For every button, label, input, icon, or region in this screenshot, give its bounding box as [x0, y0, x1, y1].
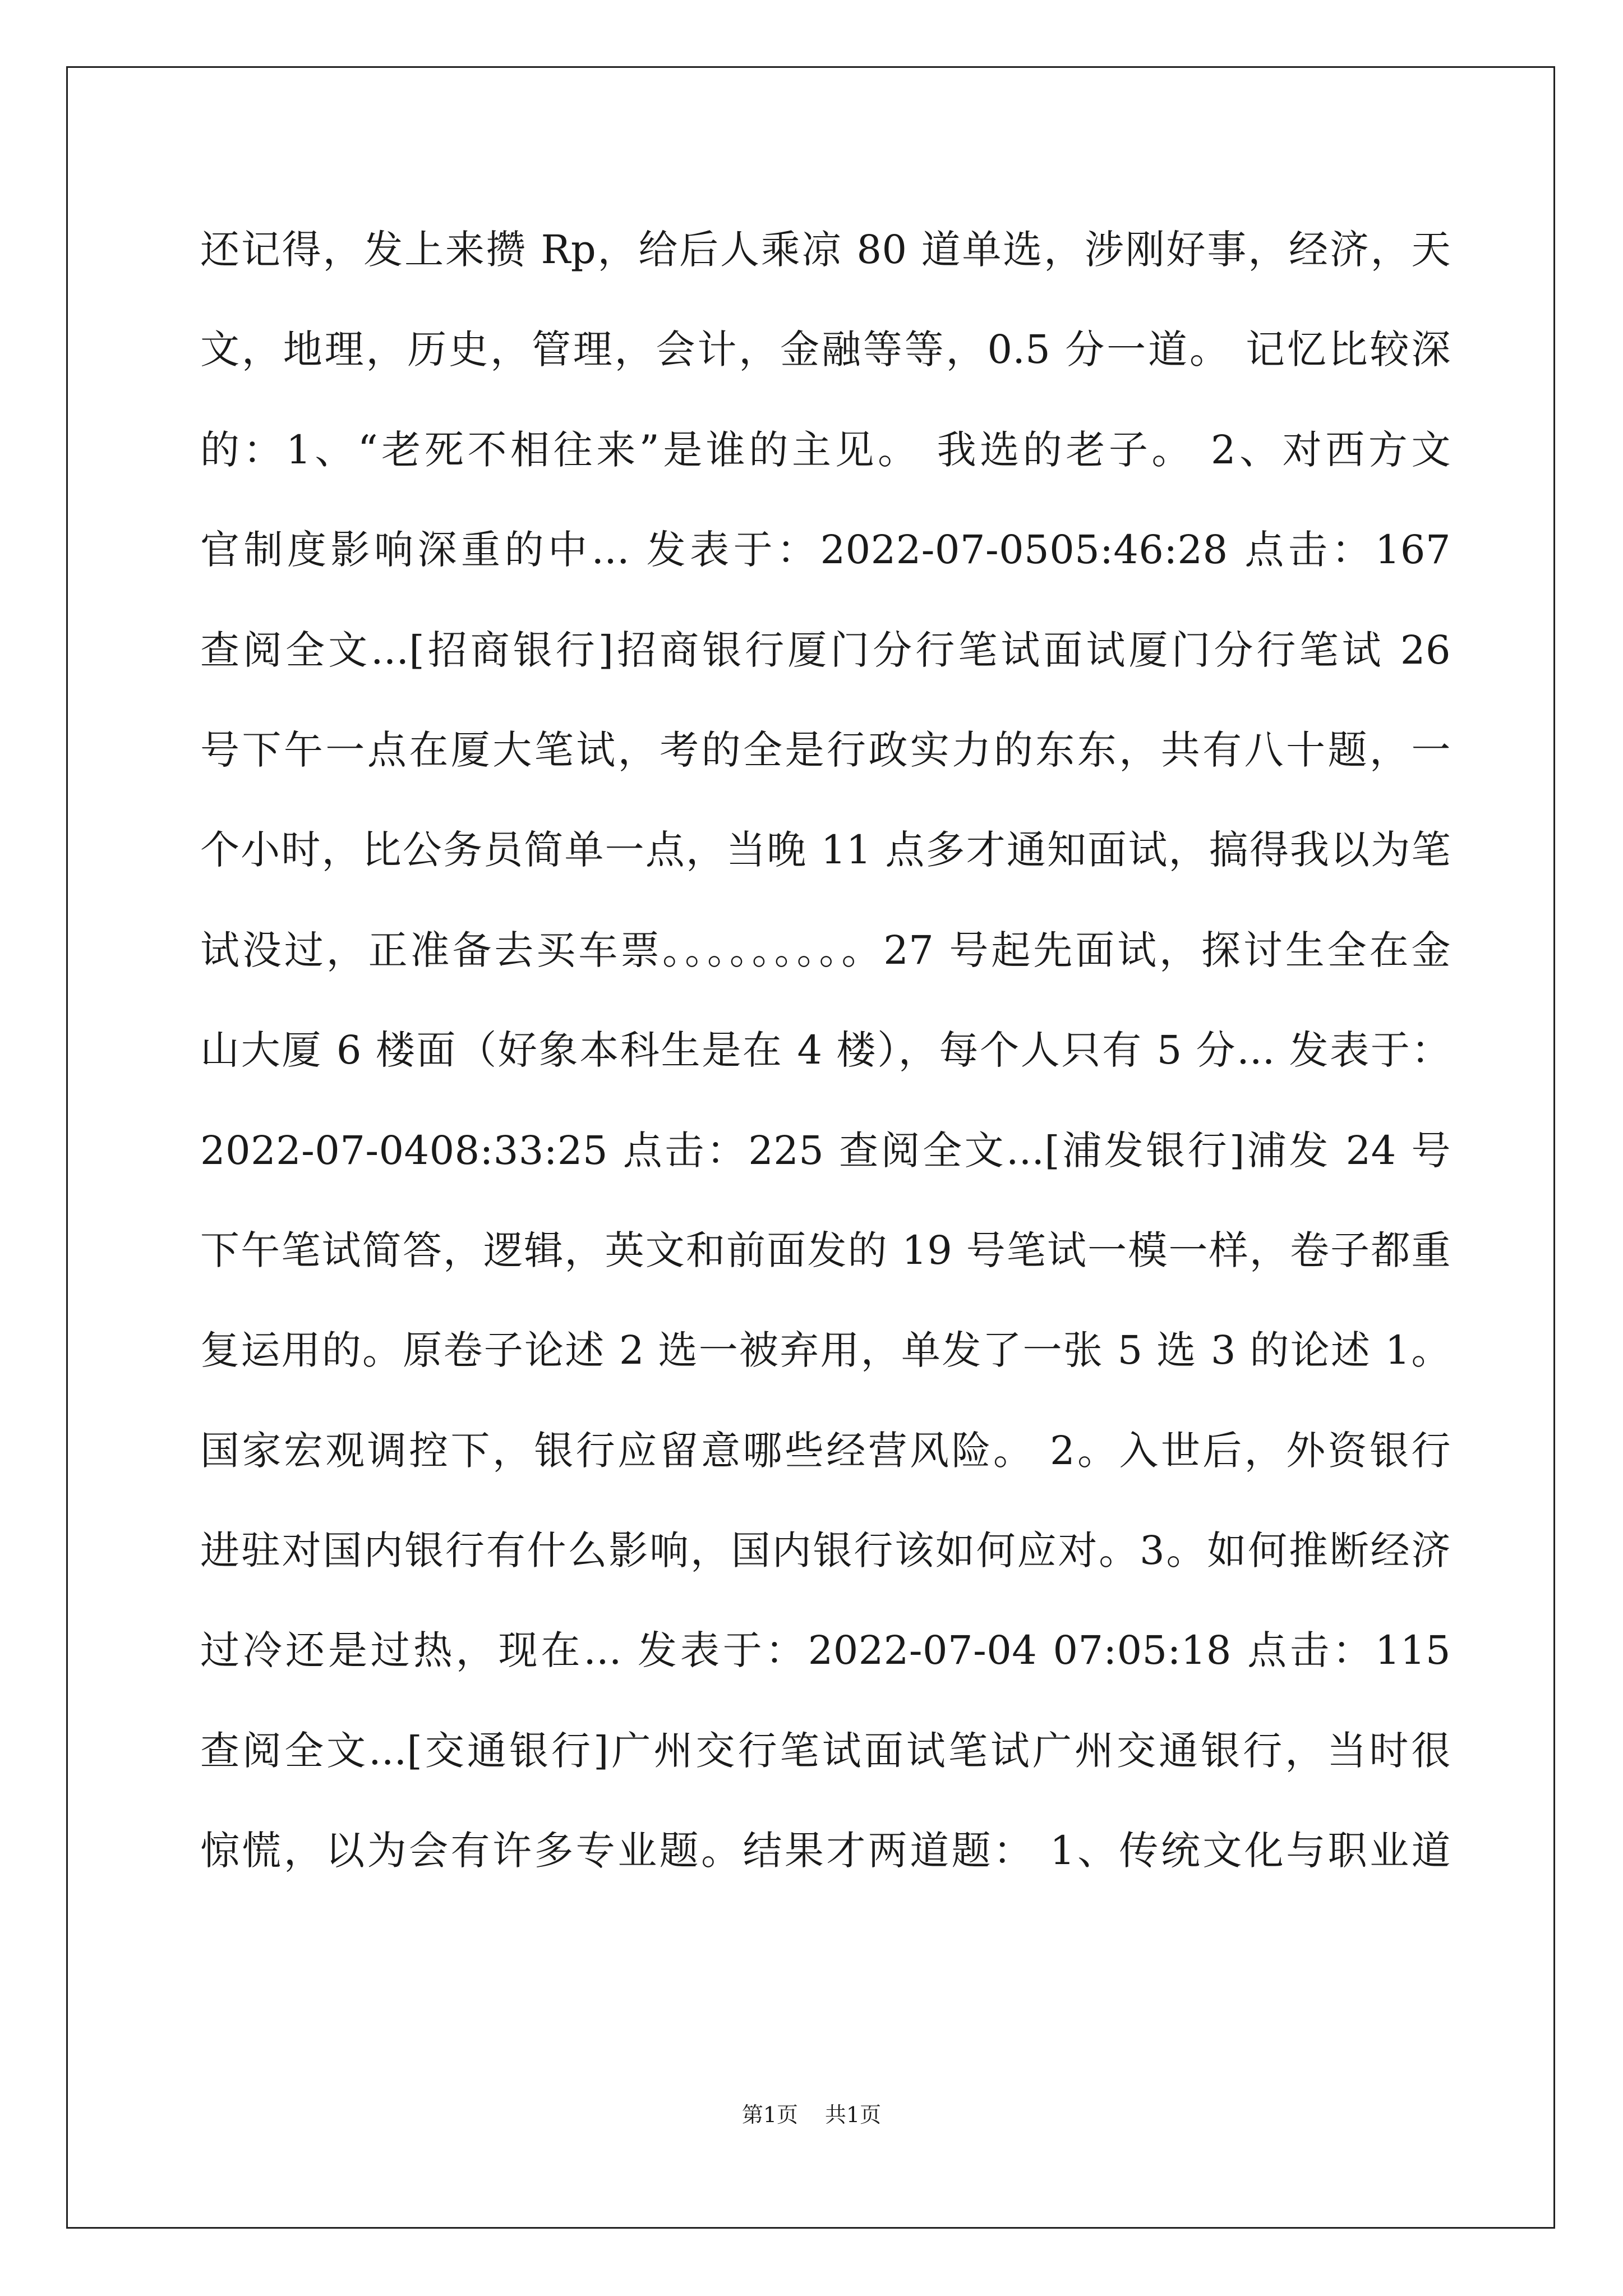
text-line: 过冷还是过热，现在... 发表于：2022-07-04 07:05:18 点击：115 — [200, 1627, 1451, 1674]
text-line: 下午笔试简答，逻辑，英文和前面发的 19 号笔试一模一样，卷子都重 — [200, 1227, 1451, 1273]
text-line: 试没过，正准备去买车票。。。。。。。。。27 号起先面试，探讨生全在金 — [200, 927, 1451, 973]
text-line: 惊慌，以为会有许多专业题。结果才两道题： 1、传统文化与职业道 — [200, 1828, 1451, 1874]
text-line: 的：1、“老死不相往来”是谁的主见。 我选的老子。 2、对西方文 — [200, 426, 1451, 473]
text-line: 山大厦 6 楼面（好象本科生是在 4 楼），每个人只有 5 分... 发表于： — [200, 1027, 1451, 1074]
page-footer — [0, 2101, 1623, 2129]
text-line: 官制度影响深重的中... 发表于：2022-07-0505:46:28 点击：167 — [200, 527, 1451, 573]
text-line: 2022-07-0408:33:25 点击：225 查阅全文...[浦发银行]浦发 24 号 — [200, 1127, 1451, 1174]
text-line: 个小时，比公务员简单一点，当晚 11 点多才通知面试，搞得我以为笔 — [200, 827, 1451, 873]
text-line: 查阅全文...[招商银行]招商银行厦门分行笔试面试厦门分行笔试 26 — [200, 627, 1451, 673]
text-line: 文，地理，历史，管理，会计，金融等等，0.5 分一道。 记忆比较深 — [200, 326, 1451, 373]
document-body — [200, 200, 1451, 1901]
text-line: 查阅全文...[交通银行]广州交行笔试面试笔试广州交通银行，当时很 — [200, 1727, 1451, 1774]
text-line: 号下午一点在厦大笔试，考的全是行政实力的东东，共有八十题，一 — [200, 726, 1451, 773]
page-number: 第1页 — [741, 2102, 798, 2127]
page-total: 共1页 — [825, 2102, 882, 2127]
text-line: 国家宏观调控下，银行应留意哪些经营风险。 2。入世后，外资银行 — [200, 1427, 1451, 1474]
text-line: 还记得，发上来攒 Rp，给后人乘凉 80 道单选，涉刚好事，经济，天 — [200, 227, 1451, 273]
text-line: 复运用的。原卷子论述 2 选一被弃用，单发了一张 5 选 3 的论述 1。 — [200, 1327, 1451, 1374]
text-line: 进驻对国内银行有什么影响，国内银行该如何应对。3。如何推断经济 — [200, 1527, 1451, 1574]
